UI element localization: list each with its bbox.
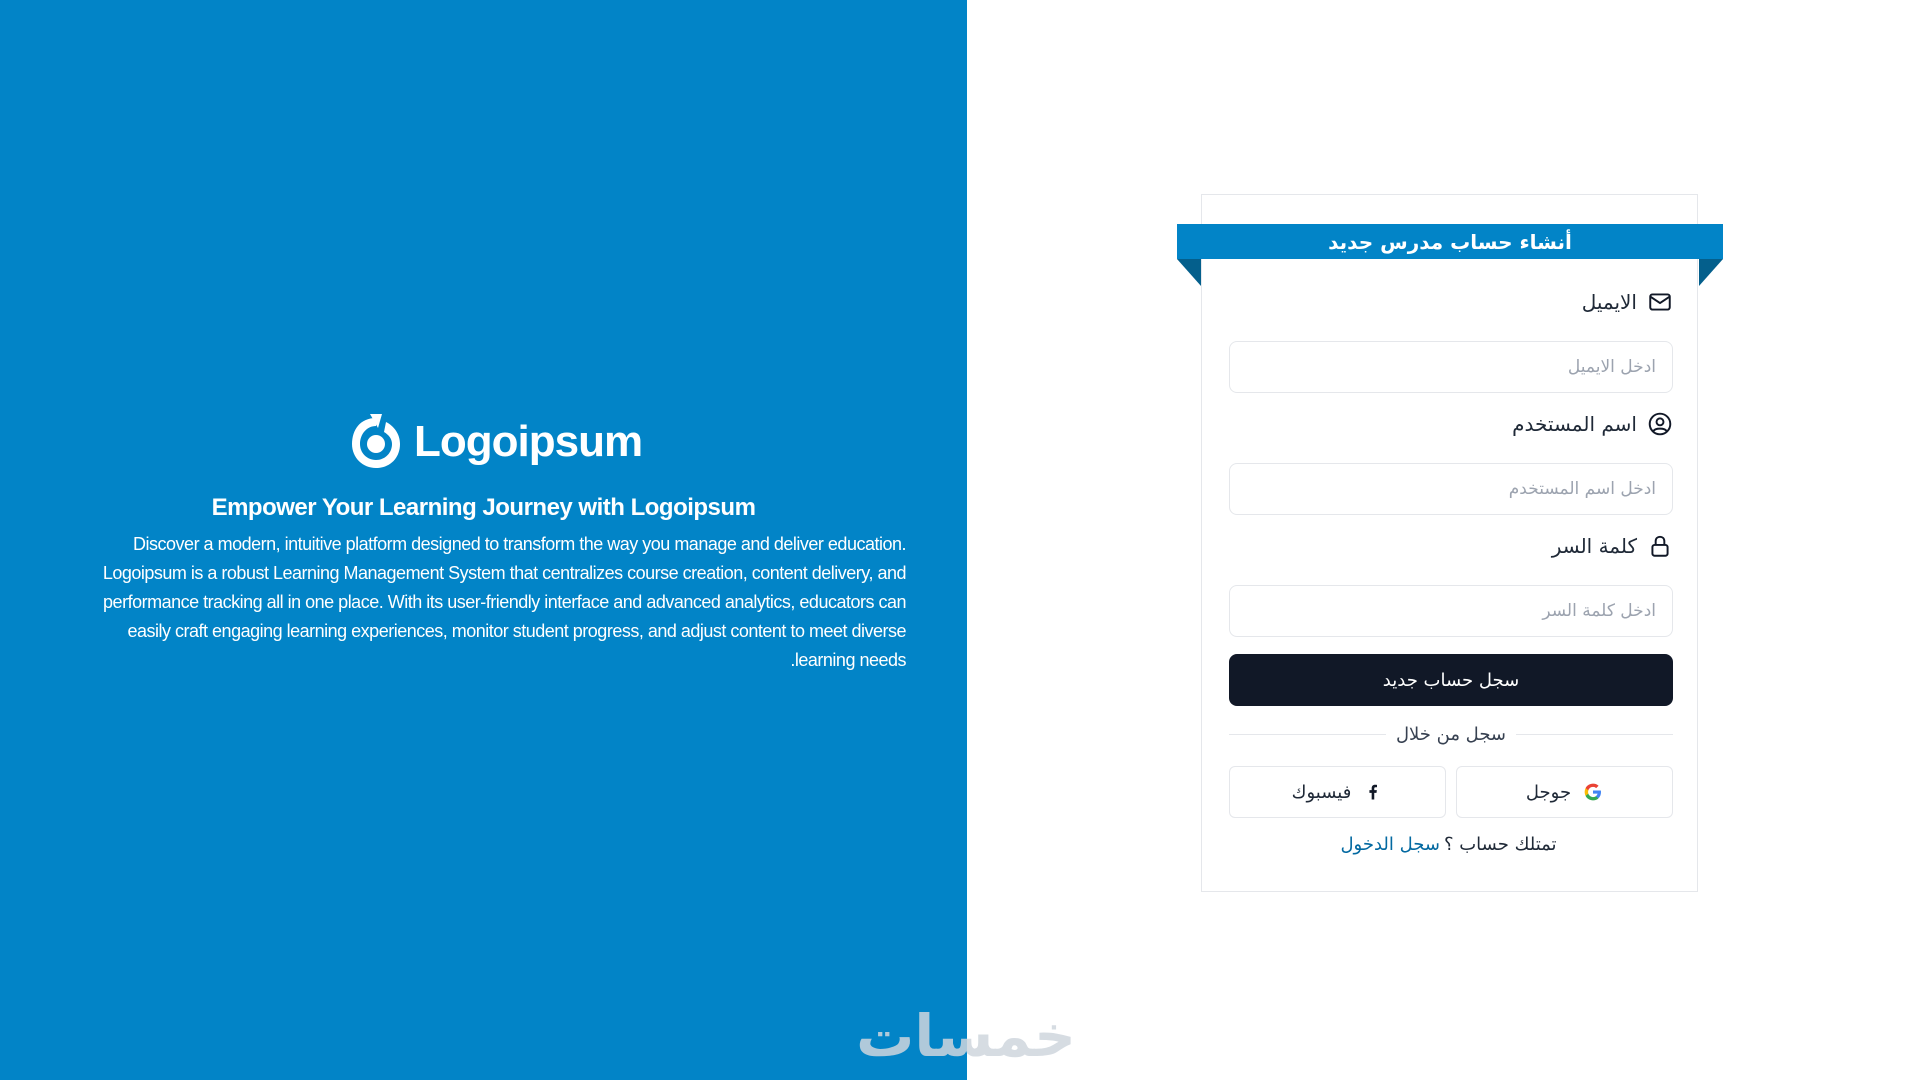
facebook-signin-button[interactable] (1229, 766, 1446, 818)
google-icon (1583, 782, 1603, 802)
email-label-text: الايميل (1581, 290, 1637, 314)
username-label (1512, 409, 1673, 439)
have-account-text: تمتلك حساب ؟ (1443, 833, 1557, 855)
hero-description-line: Logoipsum is a robust Learning Management System that centralizes course creation, content delivery, and (102, 563, 906, 583)
signup-card (1201, 194, 1698, 892)
email-input[interactable] (1229, 341, 1673, 393)
password-label-text: كلمة السر (1551, 534, 1637, 558)
hero-description (64, 530, 906, 675)
divider-line (1229, 734, 1386, 735)
logo-text: Logoipsum (414, 417, 643, 466)
username-input[interactable] (1229, 463, 1673, 515)
login-link[interactable]: سجل الدخول (1340, 833, 1440, 855)
hero-description-line: .learning needs (790, 650, 906, 670)
password-label (1552, 531, 1673, 561)
email-label (1582, 287, 1673, 317)
register-button[interactable]: سجل حساب جديد (1229, 654, 1673, 706)
hero-heading: Empower Your Learning Journey with Logoipsum (211, 494, 756, 521)
username-label-text: اسم المستخدم (1512, 412, 1637, 436)
mail-icon (1647, 289, 1673, 315)
divider-line (1516, 734, 1673, 735)
hero-description-line: Discover a modern, intuitive platform designed to transform the way you manage and deliver education. (133, 534, 906, 554)
ribbon-fold-left (1177, 259, 1201, 286)
hero-description-line: performance tracking all in one place. With its user-friendly interface and advanced analytics, educators can (103, 592, 906, 612)
form-title-ribbon (1177, 224, 1723, 259)
logo (348, 410, 642, 474)
facebook-label: فيسبوك (1291, 781, 1352, 803)
watermark-logo: خمسات (856, 1002, 1076, 1070)
google-label: جوجل (1525, 781, 1572, 803)
ribbon-fold-right (1699, 259, 1723, 286)
google-signin-button[interactable] (1456, 766, 1673, 818)
lock-icon (1647, 533, 1673, 559)
password-input[interactable] (1229, 585, 1673, 637)
facebook-icon (1363, 782, 1383, 802)
user-circle-icon (1647, 411, 1673, 437)
social-divider (1229, 719, 1673, 749)
logo-icon (348, 412, 404, 472)
hero-description-line: easily craft engaging learning experiences, monitor student progress, and adjust content to meet diverse (127, 621, 906, 641)
divider-text: سجل من خلال (1395, 723, 1507, 745)
form-title: أنشاء حساب مدرس جديد (1328, 229, 1572, 254)
login-prompt (1200, 829, 1697, 859)
